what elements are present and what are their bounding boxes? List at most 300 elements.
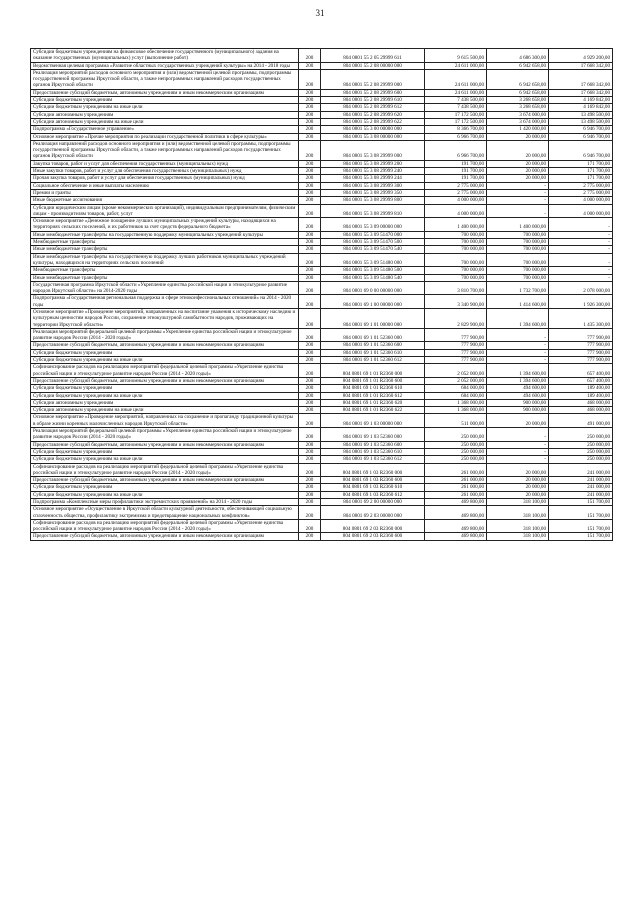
table-row bbox=[31, 499, 613, 506]
row-amount-regional-cell: 13 498 500,00 bbox=[549, 118, 613, 125]
row-amount-regional-cell: 189 400,00 bbox=[549, 385, 613, 392]
row-amount-federal-cell: 700 000,00 bbox=[487, 274, 549, 281]
table-row bbox=[31, 385, 613, 392]
table-row bbox=[31, 491, 613, 498]
row-classification-cell: 804 0801 69 1 03 52360 600 bbox=[321, 441, 425, 448]
table-row bbox=[31, 349, 613, 356]
row-name-cell: Иные закупки товаров, работ и услуг для обеспечения государственных (муниципальных) нужд bbox=[31, 168, 299, 175]
row-code-cell: 200 bbox=[299, 97, 321, 104]
row-name-cell: Основное мероприятие «Осуществление в Иркутской области культурной деятельности, обеспечивающей социальную сплоченность общества, профилактику экстремизма и предотвращение национальных конфликтов» bbox=[31, 506, 299, 520]
row-classification-cell: 804 0801 55 3 09 00000 000 bbox=[321, 218, 425, 232]
row-amount-regional-cell: 250 000,00 bbox=[549, 428, 613, 442]
table-row bbox=[31, 118, 613, 125]
row-amount-federal-cell: 318 100,00 bbox=[487, 519, 549, 533]
table-row bbox=[31, 253, 613, 267]
row-amount-total-cell: 1 368 000,00 bbox=[425, 407, 487, 414]
row-classification-cell: 804 0801 55 3 09 51480 500 bbox=[321, 267, 425, 274]
row-amount-regional-cell: 4 929 200,00 bbox=[549, 49, 613, 63]
row-classification-cell: 804 0801 55 3 08 29999 200 bbox=[321, 160, 425, 167]
row-amount-regional-cell: 17 668 342,00 bbox=[549, 62, 613, 69]
row-amount-federal-cell: - bbox=[487, 197, 549, 204]
row-amount-regional-cell: 657 400,00 bbox=[549, 364, 613, 378]
row-name-cell: Основное мероприятие «Прочие мероприятия по реализации государственной политики в сфере культуры» bbox=[31, 133, 299, 140]
row-amount-regional-cell: 468 000,00 bbox=[549, 399, 613, 406]
row-amount-total-cell: 1 400 000,00 bbox=[425, 218, 487, 232]
row-name-cell: Субсидии бюджетным учреждениям на финансовое обеспечение государственного (муниципального) задания на оказание государственных (муниципальных) услуг (выполнение работ) bbox=[31, 49, 299, 63]
row-amount-total-cell: 2 052 000,00 bbox=[425, 377, 487, 384]
row-amount-total-cell: 2 775 000,00 bbox=[425, 182, 487, 189]
row-amount-federal-cell: 6 942 658,00 bbox=[487, 62, 549, 69]
row-amount-total-cell: 191 700,00 bbox=[425, 168, 487, 175]
row-classification-cell: 804 0801 55 3 09 51470 500 bbox=[321, 239, 425, 246]
table-row bbox=[31, 189, 613, 196]
row-amount-federal-cell: 20 000,00 bbox=[487, 133, 549, 140]
row-amount-federal-cell: 20 000,00 bbox=[487, 414, 549, 428]
row-code-cell: 200 bbox=[299, 204, 321, 218]
table-row bbox=[31, 160, 613, 167]
row-code-cell: 200 bbox=[299, 281, 321, 295]
row-amount-federal-cell: 3 268 658,00 bbox=[487, 104, 549, 111]
row-amount-total-cell: 777 900,00 bbox=[425, 349, 487, 356]
row-name-cell: Субсидии автономным учреждениям bbox=[31, 111, 299, 118]
row-classification-cell: 804 0801 69 1 01 52360 610 bbox=[321, 349, 425, 356]
table-row bbox=[31, 97, 613, 104]
table-row bbox=[31, 377, 613, 384]
row-amount-total-cell: 24 611 000,00 bbox=[425, 89, 487, 96]
row-amount-regional-cell: 2 078 000,00 bbox=[549, 281, 613, 295]
table-row bbox=[31, 281, 613, 295]
row-classification-cell: 804 0801 69 1 03 52360 612 bbox=[321, 456, 425, 463]
row-name-cell: Субсидии автономным учреждениям на иные цели bbox=[31, 118, 299, 125]
row-amount-total-cell: 191 700,00 bbox=[425, 160, 487, 167]
row-amount-total-cell: 261 000,00 bbox=[425, 484, 487, 491]
table-row bbox=[31, 49, 613, 63]
row-name-cell: Софинансирование расходов на реализацию мероприятий федеральной целевой программы «Укрепление единства российской нации и этнокультурное развитие народов России (2014 - 2020 годы)» bbox=[31, 463, 299, 477]
row-amount-total-cell: 6 966 700,00 bbox=[425, 140, 487, 160]
row-amount-regional-cell: 4 169 842,00 bbox=[549, 97, 613, 104]
table-row bbox=[31, 463, 613, 477]
row-amount-regional-cell: - bbox=[549, 246, 613, 253]
table-row bbox=[31, 140, 613, 160]
row-amount-total-cell: 261 000,00 bbox=[425, 491, 487, 498]
row-name-cell: Субсидии бюджетным учреждениям на иные цели bbox=[31, 104, 299, 111]
row-code-cell: 200 bbox=[299, 491, 321, 498]
row-amount-total-cell: 1 368 000,00 bbox=[425, 399, 487, 406]
row-amount-regional-cell: 2 775 000,00 bbox=[549, 182, 613, 189]
row-code-cell: 200 bbox=[299, 197, 321, 204]
row-name-cell: Предоставление субсидий бюджетным, автономным учреждениям и иным некоммерческим организациям bbox=[31, 342, 299, 349]
row-name-cell: Субсидии бюджетным учреждениям bbox=[31, 97, 299, 104]
table-row bbox=[31, 197, 613, 204]
row-amount-regional-cell: 1 435 300,00 bbox=[549, 308, 613, 328]
table-row bbox=[31, 364, 613, 378]
row-classification-cell: 804 0801 69 1 01 R2360 610 bbox=[321, 385, 425, 392]
table-row bbox=[31, 218, 613, 232]
row-amount-total-cell: 250 000,00 bbox=[425, 448, 487, 455]
row-name-cell: Субсидии бюджетным учреждениям bbox=[31, 484, 299, 491]
row-code-cell: 200 bbox=[299, 239, 321, 246]
row-amount-regional-cell: 4 000 000,00 bbox=[549, 204, 613, 218]
row-name-cell: Субсидии автономным учреждениям bbox=[31, 399, 299, 406]
row-name-cell: Субсидии бюджетным учреждениям на иные цели bbox=[31, 456, 299, 463]
row-code-cell: 200 bbox=[299, 246, 321, 253]
row-amount-total-cell: 777 900,00 bbox=[425, 328, 487, 342]
table-row bbox=[31, 267, 613, 274]
row-amount-total-cell: 700 000,00 bbox=[425, 274, 487, 281]
row-classification-cell: 804 0801 55 3 08 29999 244 bbox=[321, 175, 425, 182]
row-name-cell: Субсидии бюджетным учреждениям на иные цели bbox=[31, 357, 299, 364]
row-amount-regional-cell: 171 700,00 bbox=[549, 168, 613, 175]
row-amount-regional-cell: 4 169 842,00 bbox=[549, 104, 613, 111]
row-classification-cell: 804 0801 69 1 01 00000 000 bbox=[321, 308, 425, 328]
row-amount-regional-cell: 151 700,00 bbox=[549, 533, 613, 540]
row-amount-federal-cell: 1 394 600,00 bbox=[487, 308, 549, 328]
row-code-cell: 200 bbox=[299, 253, 321, 267]
row-name-cell: Субсидии бюджетным учреждениям bbox=[31, 448, 299, 455]
row-code-cell: 200 bbox=[299, 407, 321, 414]
row-code-cell: 200 bbox=[299, 69, 321, 89]
row-amount-federal-cell: 700 000,00 bbox=[487, 253, 549, 267]
row-amount-federal-cell: - bbox=[487, 456, 549, 463]
row-code-cell: 200 bbox=[299, 477, 321, 484]
row-code-cell: 200 bbox=[299, 267, 321, 274]
table-row bbox=[31, 133, 613, 140]
row-code-cell: 200 bbox=[299, 133, 321, 140]
row-code-cell: 200 bbox=[299, 189, 321, 196]
row-classification-cell: 804 0801 55 2 08 29999 000 bbox=[321, 69, 425, 89]
row-name-cell: Иные межбюджетные трансферты bbox=[31, 246, 299, 253]
row-amount-federal-cell: - bbox=[487, 189, 549, 196]
row-amount-total-cell: 250 000,00 bbox=[425, 441, 487, 448]
row-classification-cell: 804 0801 69 1 01 R2360 622 bbox=[321, 407, 425, 414]
row-amount-regional-cell: 777 900,00 bbox=[549, 342, 613, 349]
row-classification-cell: 804 0801 55 2 08 29999 620 bbox=[321, 111, 425, 118]
row-amount-federal-cell: - bbox=[487, 428, 549, 442]
row-amount-federal-cell: - bbox=[487, 448, 549, 455]
row-amount-regional-cell: 6 946 700,00 bbox=[549, 133, 613, 140]
row-classification-cell: 804 0801 55 3 00 00000 000 bbox=[321, 126, 425, 133]
row-code-cell: 200 bbox=[299, 349, 321, 356]
row-name-cell: Реализация мероприятий федеральной целевой программы «Укрепление единства российской нации и этнокультурное развитие народов России (2014 - 2020 годы)» bbox=[31, 328, 299, 342]
row-amount-federal-cell: 1 732 700,00 bbox=[487, 281, 549, 295]
row-amount-total-cell: 3 810 700,00 bbox=[425, 281, 487, 295]
row-code-cell: 200 bbox=[299, 506, 321, 520]
row-amount-federal-cell: - bbox=[487, 182, 549, 189]
row-amount-total-cell: 7 438 500,00 bbox=[425, 104, 487, 111]
row-amount-total-cell: 700 000,00 bbox=[425, 253, 487, 267]
row-classification-cell: 804 0801 69 1 00 00000 000 bbox=[321, 295, 425, 309]
row-code-cell: 200 bbox=[299, 463, 321, 477]
row-code-cell: 200 bbox=[299, 357, 321, 364]
row-amount-federal-cell: 20 000,00 bbox=[487, 175, 549, 182]
row-classification-cell: 804 0801 69 2 00 00000 000 bbox=[321, 499, 425, 506]
row-amount-total-cell: 684 000,00 bbox=[425, 392, 487, 399]
table-row bbox=[31, 392, 613, 399]
row-code-cell: 200 bbox=[299, 62, 321, 69]
budget-table bbox=[30, 48, 613, 541]
row-name-cell: Основное мероприятие «Проведение мероприятий, направленных на воспитание уважения к историческому наследию и культурным ценностям народов России, сохранение этнокультурной самобытности народов, проживающих на территории Иркутской области» bbox=[31, 308, 299, 328]
row-amount-federal-cell: 700 000,00 bbox=[487, 267, 549, 274]
row-classification-cell: 804 0801 55 3 09 51470 540 bbox=[321, 246, 425, 253]
row-amount-regional-cell: 1 926 300,00 bbox=[549, 295, 613, 309]
row-classification-cell: 804 0801 69 2 03 R2360 600 bbox=[321, 533, 425, 540]
row-amount-regional-cell: 777 900,00 bbox=[549, 349, 613, 356]
row-name-cell: Прочая закупка товаров, работ и услуг для обеспечения государственных (муниципальных) нужд bbox=[31, 175, 299, 182]
table-row bbox=[31, 448, 613, 455]
row-amount-total-cell: 684 000,00 bbox=[425, 385, 487, 392]
row-amount-federal-cell: 20 000,00 bbox=[487, 484, 549, 491]
row-code-cell: 200 bbox=[299, 385, 321, 392]
row-name-cell: Социальное обеспечение и иные выплаты населению bbox=[31, 182, 299, 189]
row-amount-total-cell: 4 000 000,00 bbox=[425, 197, 487, 204]
row-name-cell: Ведомственная целевая программа «Развитие областных государственных учреждений культуры» на 2014 - 2018 годы bbox=[31, 62, 299, 69]
row-amount-regional-cell: - bbox=[549, 267, 613, 274]
table-row bbox=[31, 484, 613, 491]
row-code-cell: 200 bbox=[299, 218, 321, 232]
row-classification-cell: 804 0801 69 1 01 52360 000 bbox=[321, 328, 425, 342]
row-amount-total-cell: 777 900,00 bbox=[425, 357, 487, 364]
row-classification-cell: 804 0801 69 1 03 R2360 600 bbox=[321, 477, 425, 484]
row-code-cell: 200 bbox=[299, 399, 321, 406]
row-name-cell: Субсидии бюджетным учреждениям на иные цели bbox=[31, 491, 299, 498]
row-amount-federal-cell: 494 600,00 bbox=[487, 385, 549, 392]
row-amount-total-cell: 261 000,00 bbox=[425, 477, 487, 484]
row-amount-total-cell: 777 900,00 bbox=[425, 342, 487, 349]
table-row bbox=[31, 246, 613, 253]
row-amount-regional-cell: 17 668 342,00 bbox=[549, 89, 613, 96]
row-name-cell: Субсидии бюджетным учреждениям bbox=[31, 385, 299, 392]
table-row bbox=[31, 357, 613, 364]
row-name-cell: Подпрограмма «Государственная региональная поддержка и сфере этноконфессиональных отношений» на 2014 - 2020 годы bbox=[31, 295, 299, 309]
row-amount-regional-cell: - bbox=[549, 239, 613, 246]
row-amount-total-cell: 6 966 700,00 bbox=[425, 133, 487, 140]
row-classification-cell: 804 0801 69 1 03 00000 000 bbox=[321, 414, 425, 428]
row-amount-total-cell: 2 775 000,00 bbox=[425, 189, 487, 196]
row-name-cell: Государственная программа Иркутской области «Укрепление единства российской нации и этнокультурное развитие народов Иркутской области» на 2014-2020 годы bbox=[31, 281, 299, 295]
row-code-cell: 200 bbox=[299, 448, 321, 455]
row-amount-federal-cell: 1 414 600,00 bbox=[487, 295, 549, 309]
table-row bbox=[31, 533, 613, 540]
row-amount-total-cell: 250 000,00 bbox=[425, 456, 487, 463]
row-code-cell: 200 bbox=[299, 104, 321, 111]
row-amount-federal-cell: 1 420 000,00 bbox=[487, 126, 549, 133]
row-name-cell: Субсидии бюджетным учреждениям на иные цели bbox=[31, 392, 299, 399]
row-classification-cell: 804 0801 55 2 08 29999 600 bbox=[321, 89, 425, 96]
row-name-cell: Иные межбюджетные трансферты на государственную поддержку муниципальных учреждений культуры bbox=[31, 231, 299, 238]
row-name-cell: Подпрограмма «Государственное управление» bbox=[31, 126, 299, 133]
row-amount-federal-cell: 318 100,00 bbox=[487, 499, 549, 506]
row-name-cell: Софинансирование расходов на реализацию мероприятий федеральной целевой программы «Укрепление единства российской нации и этнокультурное развитие народов России (2014 - 2020 годы)» bbox=[31, 364, 299, 378]
table-row bbox=[31, 89, 613, 96]
row-name-cell: Закупка товаров, работ и услуг для обеспечения государственных (муниципальных) нужд bbox=[31, 160, 299, 167]
row-name-cell: Межбюджетные трансферты bbox=[31, 267, 299, 274]
table-row bbox=[31, 204, 613, 218]
row-code-cell: 200 bbox=[299, 231, 321, 238]
row-amount-total-cell: 191 700,00 bbox=[425, 175, 487, 182]
row-amount-regional-cell: - bbox=[549, 218, 613, 232]
row-amount-regional-cell: 491 000,00 bbox=[549, 414, 613, 428]
row-code-cell: 200 bbox=[299, 175, 321, 182]
row-amount-regional-cell: 777 900,00 bbox=[549, 357, 613, 364]
row-amount-total-cell: 700 000,00 bbox=[425, 246, 487, 253]
budget-table-body bbox=[31, 49, 613, 541]
row-classification-cell: 804 0801 69 1 01 52360 612 bbox=[321, 357, 425, 364]
row-amount-regional-cell: 241 000,00 bbox=[549, 463, 613, 477]
row-amount-regional-cell: 151 700,00 bbox=[549, 499, 613, 506]
row-code-cell: 200 bbox=[299, 441, 321, 448]
row-code-cell: 200 bbox=[299, 328, 321, 342]
row-amount-federal-cell: 3 674 000,00 bbox=[487, 118, 549, 125]
row-amount-total-cell: 469 800,00 bbox=[425, 499, 487, 506]
row-amount-federal-cell: 3 268 658,00 bbox=[487, 97, 549, 104]
row-name-cell: Субсидии юридическим лицам (кроме некоммерческих организаций), индивидуальным предпринимателям, физическим лицам - производителям товаров, работ, услуг bbox=[31, 204, 299, 218]
row-amount-total-cell: 511 000,00 bbox=[425, 414, 487, 428]
table-row bbox=[31, 414, 613, 428]
row-amount-regional-cell: 250 000,00 bbox=[549, 456, 613, 463]
row-name-cell: Предоставление субсидий бюджетным, автономным учреждениям и иным некоммерческим организациям bbox=[31, 477, 299, 484]
row-amount-regional-cell: 241 000,00 bbox=[549, 491, 613, 498]
row-amount-regional-cell: - bbox=[549, 231, 613, 238]
row-code-cell: 200 bbox=[299, 89, 321, 96]
row-code-cell: 200 bbox=[299, 308, 321, 328]
row-amount-federal-cell: - bbox=[487, 204, 549, 218]
row-amount-federal-cell: 3 674 000,00 bbox=[487, 111, 549, 118]
row-amount-regional-cell: 171 700,00 bbox=[549, 160, 613, 167]
row-code-cell: 200 bbox=[299, 499, 321, 506]
row-code-cell: 200 bbox=[299, 49, 321, 63]
row-code-cell: 200 bbox=[299, 111, 321, 118]
row-name-cell: Иные межбюджетные трансферты bbox=[31, 274, 299, 281]
row-amount-federal-cell: 20 000,00 bbox=[487, 463, 549, 477]
row-code-cell: 200 bbox=[299, 377, 321, 384]
row-classification-cell: 804 0801 69 1 01 R2360 000 bbox=[321, 364, 425, 378]
row-classification-cell: 804 0801 69 1 03 52360 000 bbox=[321, 428, 425, 442]
row-name-cell: Подпрограмма «Комплексные меры профилактики экстремистских проявлений» на 2014 - 2020 годы bbox=[31, 499, 299, 506]
row-code-cell: 200 bbox=[299, 274, 321, 281]
row-amount-federal-cell: 20 000,00 bbox=[487, 477, 549, 484]
row-amount-regional-cell: 250 000,00 bbox=[549, 441, 613, 448]
row-amount-federal-cell: 4 686 300,00 bbox=[487, 49, 549, 63]
row-amount-regional-cell: 250 000,00 bbox=[549, 448, 613, 455]
row-amount-regional-cell: 151 700,00 bbox=[549, 506, 613, 520]
table-row bbox=[31, 399, 613, 406]
row-amount-total-cell: 261 000,00 bbox=[425, 463, 487, 477]
row-amount-federal-cell: 494 600,00 bbox=[487, 392, 549, 399]
row-name-cell: Иные бюджетные ассигнования bbox=[31, 197, 299, 204]
row-name-cell: Реализация мероприятий расходов основного мероприятия и (или) ведомственной целевой программы, подпрограммы государственной программы Иркутской области, а также непрограммных направлений расходов государственных органов Иркутской области bbox=[31, 69, 299, 89]
row-amount-regional-cell: 657 400,00 bbox=[549, 377, 613, 384]
row-classification-cell: 804 0801 55 2 05 29999 611 bbox=[321, 49, 425, 63]
row-code-cell: 200 bbox=[299, 342, 321, 349]
row-amount-regional-cell: 6 946 700,00 bbox=[549, 140, 613, 160]
row-classification-cell: 804 0801 69 1 03 R2360 000 bbox=[321, 463, 425, 477]
row-classification-cell: 804 0801 69 0 00 00000 000 bbox=[321, 281, 425, 295]
row-code-cell: 200 bbox=[299, 533, 321, 540]
row-amount-total-cell: 3 340 900,00 bbox=[425, 295, 487, 309]
row-name-cell: Межбюджетные трансферты bbox=[31, 239, 299, 246]
row-classification-cell: 804 0801 55 2 08 00000 000 bbox=[321, 62, 425, 69]
table-row bbox=[31, 104, 613, 111]
row-name-cell: Предоставление субсидий бюджетным, автономным учреждениям и иным некоммерческим организациям bbox=[31, 377, 299, 384]
row-amount-regional-cell: 13 498 500,00 bbox=[549, 111, 613, 118]
row-classification-cell: 804 0801 55 3 08 29999 300 bbox=[321, 182, 425, 189]
row-name-cell: Основное мероприятие «Денежное поощрение лучших муниципальных учреждений культуры, находящихся на территориях сельских поселений, и их работников за счет средств федерального бюджета» bbox=[31, 218, 299, 232]
table-row bbox=[31, 274, 613, 281]
page-number: 31 bbox=[315, 8, 325, 18]
row-amount-regional-cell: 6 946 700,00 bbox=[549, 126, 613, 133]
row-code-cell: 200 bbox=[299, 160, 321, 167]
table-row bbox=[31, 168, 613, 175]
table-row bbox=[31, 428, 613, 442]
row-classification-cell: 804 0801 69 1 01 R2360 600 bbox=[321, 377, 425, 384]
row-name-cell: Реализация мероприятий федеральной целевой программы «Укрепление единства российской нации и этнокультурное развитие народов России (2014 - 2020 годы)» bbox=[31, 428, 299, 442]
row-classification-cell: 804 0801 55 3 09 51480 000 bbox=[321, 253, 425, 267]
row-classification-cell: 804 0801 69 1 01 52360 600 bbox=[321, 342, 425, 349]
row-code-cell: 200 bbox=[299, 126, 321, 133]
row-name-cell: Основное мероприятие «Проведение мероприятий, направленных на сохранение и пропаганду традиционной культуры в образе жизни коренных малочисленных народов Иркутской области» bbox=[31, 414, 299, 428]
row-amount-federal-cell: - bbox=[487, 357, 549, 364]
row-code-cell: 200 bbox=[299, 182, 321, 189]
row-amount-total-cell: 700 000,00 bbox=[425, 231, 487, 238]
row-amount-federal-cell: 1 394 600,00 bbox=[487, 364, 549, 378]
row-amount-federal-cell: - bbox=[487, 342, 549, 349]
row-amount-federal-cell: 700 000,00 bbox=[487, 246, 549, 253]
row-amount-federal-cell: 700 000,00 bbox=[487, 239, 549, 246]
row-amount-regional-cell: 468 000,00 bbox=[549, 407, 613, 414]
row-amount-regional-cell: - bbox=[549, 253, 613, 267]
row-amount-federal-cell: 700 000,00 bbox=[487, 231, 549, 238]
row-amount-federal-cell: 20 000,00 bbox=[487, 160, 549, 167]
table-row bbox=[31, 441, 613, 448]
row-classification-cell: 804 0801 69 2 03 R2360 000 bbox=[321, 519, 425, 533]
row-amount-regional-cell: 777 900,00 bbox=[549, 328, 613, 342]
row-name-cell: Софинансирование расходов на реализацию мероприятий федеральной целевой программы «Укрепление единства российской нации и этнокультурное развитие народов России (2014 - 2020 годы)» bbox=[31, 519, 299, 533]
row-classification-cell: 804 0801 55 3 08 29999 350 bbox=[321, 189, 425, 196]
table-row bbox=[31, 239, 613, 246]
row-amount-regional-cell: 2 775 000,00 bbox=[549, 189, 613, 196]
row-amount-regional-cell: 189 400,00 bbox=[549, 392, 613, 399]
row-code-cell: 200 bbox=[299, 456, 321, 463]
row-code-cell: 200 bbox=[299, 414, 321, 428]
row-classification-cell: 804 0801 55 3 08 29999 240 bbox=[321, 168, 425, 175]
row-name-cell: Предоставление субсидий бюджетным, автономным учреждениям и иным некоммерческим организациям bbox=[31, 533, 299, 540]
row-classification-cell: 804 0801 69 1 01 R2360 620 bbox=[321, 399, 425, 406]
table-row bbox=[31, 342, 613, 349]
table-row bbox=[31, 506, 613, 520]
row-classification-cell: 804 0801 55 3 09 51480 540 bbox=[321, 274, 425, 281]
row-name-cell: Субсидии бюджетным учреждениям bbox=[31, 349, 299, 356]
row-classification-cell: 804 0801 55 3 08 00000 000 bbox=[321, 133, 425, 140]
row-amount-total-cell: 9 615 500,00 bbox=[425, 49, 487, 63]
row-amount-total-cell: 24 611 000,00 bbox=[425, 69, 487, 89]
row-code-cell: 200 bbox=[299, 519, 321, 533]
row-amount-regional-cell: 17 668 342,00 bbox=[549, 69, 613, 89]
row-amount-federal-cell: 6 942 658,00 bbox=[487, 89, 549, 96]
row-classification-cell: 804 0801 69 2 03 00000 000 bbox=[321, 506, 425, 520]
row-amount-total-cell: 2 829 900,00 bbox=[425, 308, 487, 328]
row-amount-federal-cell: - bbox=[487, 328, 549, 342]
row-amount-total-cell: 8 366 700,00 bbox=[425, 126, 487, 133]
row-amount-federal-cell: 20 000,00 bbox=[487, 140, 549, 160]
row-amount-total-cell: 700 000,00 bbox=[425, 239, 487, 246]
table-row bbox=[31, 126, 613, 133]
row-amount-total-cell: 17 172 500,00 bbox=[425, 118, 487, 125]
row-classification-cell: 804 0801 55 2 08 29999 622 bbox=[321, 118, 425, 125]
row-amount-total-cell: 17 172 500,00 bbox=[425, 111, 487, 118]
table-row bbox=[31, 69, 613, 89]
row-amount-total-cell: 469 800,00 bbox=[425, 519, 487, 533]
row-classification-cell: 804 0801 69 1 03 R2360 610 bbox=[321, 484, 425, 491]
